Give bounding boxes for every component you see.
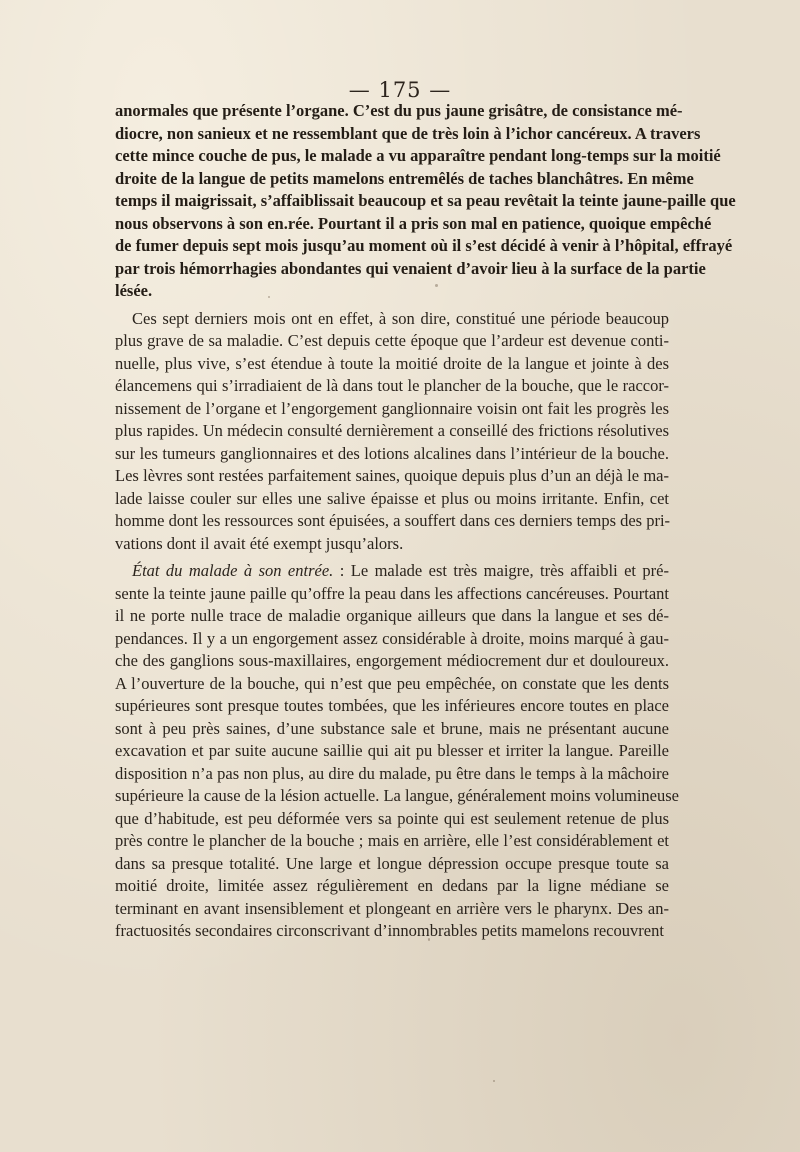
paragraph-1-line-8: par trois hémorrhagies abondantes qui venaient d’avoir lieu à la surface de la partie — [115, 258, 706, 278]
paper-speck — [268, 296, 270, 298]
paragraph-3-line-14: dans sa presque totalité. Une large et longue dépression occupe presque toute sa — [115, 853, 669, 873]
paragraph-2-line-2: plus grave de sa maladie. C’est depuis cette époque que l’ardeur est devenue conti- — [115, 331, 669, 350]
paragraph-1-line-3: cette mince couche de pus, le malade a vu apparaître pendant long-temps sur la moitié — [115, 146, 721, 165]
paragraph-1-line-7: de fumer depuis sept mois jusqu’au moment où il s’est décidé à venir à l’hôpital, effrayé — [115, 236, 733, 255]
paragraph-1-line-9: lésée. — [115, 281, 153, 300]
paragraph-3-line-16: terminant en avant insensiblement et plongeant en arrière vers le pharynx. Des an- — [115, 898, 669, 918]
paragraph-3-line-7: supérieures sont presque toutes tombées, que les inférieures encore toutes en place — [115, 696, 669, 715]
paragraph-2-line-11: vations dont il avait été exempt jusqu’alors. — [115, 533, 404, 553]
paragraph-3-line-17: fractuosités secondaires circonscrivant d’innombrables petits mamelons recouvrent — [115, 921, 664, 940]
paragraph-3-line-10: disposition n’a pas non plus, au dire du malade, pu être dans le temps à la mâchoire — [115, 763, 669, 783]
paragraph-3-line-1 — [115, 560, 669, 583]
paragraph-1-line-2: diocre, non sanieux et ne ressemblant que de très loin à l’ichor cancéreux. A travers — [115, 123, 701, 143]
body-text — [115, 100, 736, 943]
paragraph-3-line-13: près contre le plancher de la bouche ; mais en arrière, elle l’est considérablement et — [115, 831, 669, 850]
paragraph-2-line-4: élancemens qui s’irradiaient de là dans tout le plancher de la bouche, que le raccor- — [115, 376, 669, 395]
paragraph-1-line-6: nous observons à son en.rée. Pourtant il a pris son mal en patience, quoique empêché — [115, 213, 712, 233]
paragraph-2-line-9: lade laisse couler sur elles une salive épaisse et plus ou moins irritante. Enfin, cet — [115, 488, 669, 508]
paper-speck — [493, 1080, 495, 1082]
paragraph-2 — [115, 308, 669, 556]
paragraph-1-line-4: droite de la langue de petits mamelons entremêlés de taches blanchâtres. En même — [115, 168, 694, 188]
paragraph-2-line-3: nuelle, plus vive, s’est étendue à toute la moitié droite de la langue et jointe à des — [115, 353, 669, 373]
paragraph-2-line-7: sur les tumeurs ganglionnaires et des lotions alcalines dans l’intérieur de la bouche. — [115, 443, 669, 463]
paragraph-3-line-12: que d’habitude, est peu déformée vers sa pointe qui est seulement retenue de plus — [115, 808, 669, 828]
paragraph-3-line-8: sont à peu près saines, d’une substance sale et brune, mais ne présentant aucune — [115, 718, 669, 738]
section-heading: État du malade à son entrée. — [132, 561, 334, 580]
paragraph-3-line-4: pendances. Il y a un engorgement assez considérable à droite, moins marqué à gau- — [115, 628, 669, 648]
paper-speck — [428, 938, 430, 941]
paragraph-2-line-8: Les lèvres sont restées parfaitement saines, quoique depuis plus d’un an déjà le ma- — [115, 466, 669, 485]
paragraph-3-line-3: il ne porte nulle trace de maladie organique ailleurs que dans la langue et ses dé- — [115, 606, 669, 625]
paragraph-2-line-1: Ces sept derniers mois ont en effet, à son dire, constitué une période beaucoup — [132, 308, 669, 328]
paragraph-3-first-line-rest: : Le malade est très maigre, très affaibli et pré- — [333, 561, 669, 580]
paragraph-3-line-6: A l’ouverture de la bouche, qui n’est que peu empêchée, on constate que les dents — [115, 673, 669, 693]
paragraph-3-line-11: supérieure la cause de la lésion actuelle. La langue, généralement moins volumineuse — [115, 786, 679, 805]
paragraph-3-line-15: moitié droite, limitée assez régulièrement en dedans par la ligne médiane se — [115, 876, 669, 895]
paragraph-3-line-9: excavation et par suite aucune saillie qui ait pu blesser et irriter la langue. Pareille — [115, 741, 669, 760]
paragraph-1-line-1: anormales que présente l’organe. C’est du pus jaune grisâtre, de consistance mé- — [115, 101, 683, 120]
paragraph-2-line-10: homme dont les ressources sont épuisées, a souffert dans ces derniers temps des pri- — [115, 511, 671, 530]
paragraph-3-line-5: che des ganglions sous-maxillaires, engorgement médiocrement dur et douloureux. — [115, 651, 669, 670]
paragraph-2-line-5: nissement de l’organe et l’engorgement ganglionnaire voisin ont fait les progrès les — [115, 398, 669, 418]
paragraph-2-line-6: plus rapides. Un médecin consulté dernièrement a conseillé des frictions résolutives — [115, 421, 669, 440]
paragraph-3 — [115, 560, 679, 943]
page-number: — 175 — — [348, 78, 452, 102]
paragraph-3-line-2: sente la teinte jaune paille qu’offre la peau dans les affections cancéreuses. Pourtant — [115, 583, 669, 603]
paragraph-1-line-5: temps il maigrissait, s’affaiblissait beaucoup et sa peau revêtait la teinte jaune-paille que — [115, 191, 736, 210]
paper-speck — [435, 284, 438, 287]
paragraph-1 — [115, 100, 736, 303]
